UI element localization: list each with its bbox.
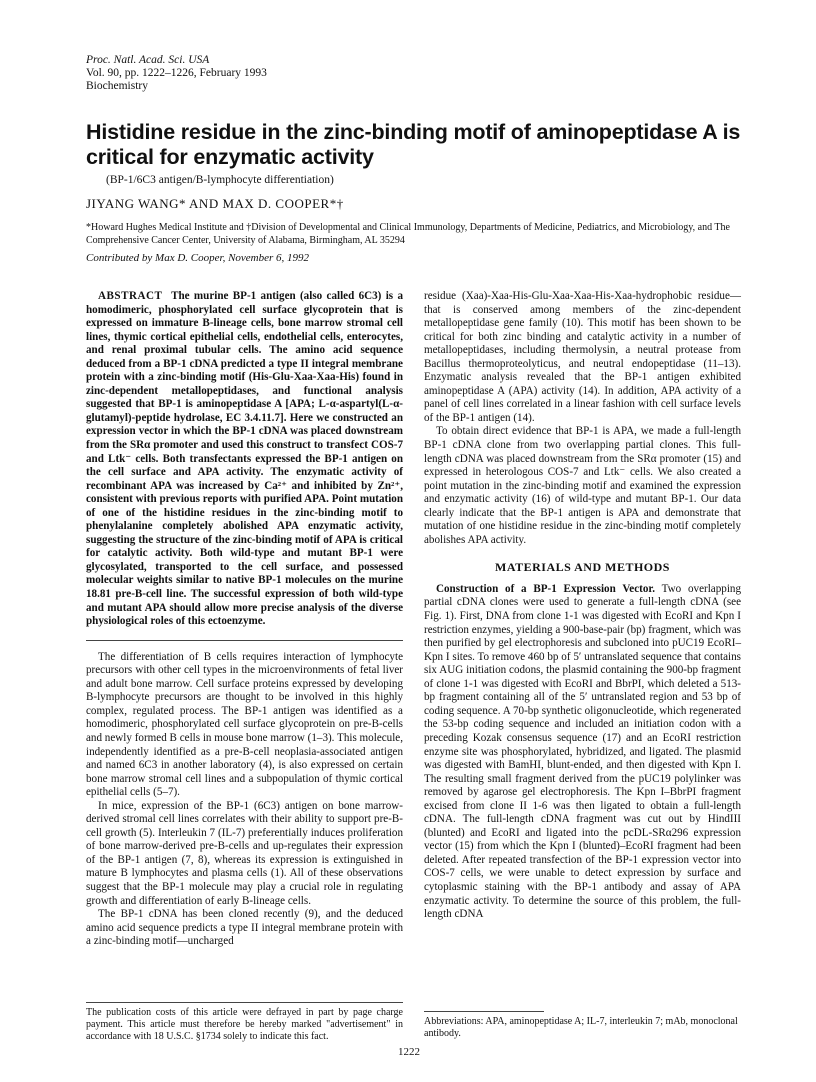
- journal-section: Biochemistry: [86, 80, 148, 92]
- journal-volume: Vol. 90, pp. 1222–1226, February 1993: [86, 67, 267, 79]
- footnote-divider: [86, 1002, 403, 1003]
- paper-title: Histidine residue in the zinc-binding motif of aminopeptidase A is critical for enzymatic activity: [86, 120, 741, 169]
- abstract-divider: [86, 640, 403, 641]
- abstract-label: ABSTRACT: [98, 290, 163, 302]
- affiliation: *Howard Hughes Medical Institute and †Division of Developmental and Clinical Immunology, Departments of Medicine, Pediatrics, and Microbiology, and The Comprehensive Cancer Center, University of Alabama, Birmingham, AL 35294: [86, 222, 730, 246]
- methods-text: Two overlapping partial cDNA clones were used to generate a full-length cDNA (see Fig. 1). First, DNA from clone 1-1 was digested with EcoRI and Kpn I restriction enzymes, yielding a 900-base-pair (bp) fragment, which was then purified by gel electrophoresis and subcloned into pUC19 EcoRI–Kpn I sites. To remove 460 bp of 5′ untranslated sequence that contains six AUG initiation codons, the plasmid containing the 900-bp fragment of clone 1-1 was digested with EcoRI and BbrPI, which deleted a 513-bp fragment containing all of the 5′ untranslated region and 53 bp of coding sequence. A 70-bp synthetic oligonucleotide, which regenerated the 53-bp coding sequence and included an initiation codon with a preceding Kozak consensus sequence (17) and an EcoRI restriction enzyme site was phosphorylated, hybridized, and ligated. The plasmid was digested with BamHI, blunt-ended, and then digested with Kpn I. The resulting small fragment derived from the pUC19 polylinker was removed by agarose gel electrophoresis. The Kpn I–BbrPI fragment excised from clone II 1-6 was then ligated to obtain a full-length cDNA. The full-length cDNA fragment was cut out by HindIII (blunted) and EcoRI and ligated into the pcDL-SRα296 expression vector (15) from which the Kpn I (blunted)–EcoRI fragment had been deleted. After repeated transfection of the BP-1 expression vector into COS-7 cells, we were unable to detect expression by surface and cytoplasmic staining with the BP-1 antibody and assay of APA enzymatic activity. To determine the source of this problem, the full-length cDNA: [424, 582, 741, 921]
- intro-paragraph-5: To obtain direct evidence that BP-1 is APA, we made a full-length BP-1 cDNA clone from two overlapping partial clones. This full-length cDNA was placed downstream from the SRα promoter (15) and expressed in heterologous COS-7 and Ltk⁻ cells. We also created a point mutation in the zinc-binding motif and examined the expression and enzymatic activity (16) of wild-type and mutant BP-1. Our data clearly indicate that the BP-1 antigen is APA and demonstrate that mutation of one histidine residue in the zinc-binding motif completely abolishes APA activity.: [424, 425, 741, 546]
- abbreviations-note: Abbreviations: APA, aminopeptidase A; IL-7, interleukin 7; mAb, monoclonal antibody.: [424, 1016, 738, 1039]
- intro-paragraph-2: In mice, expression of the BP-1 (6C3) antigen on bone marrow-derived stromal cell lines correlates with their ability to support pre-B-cell growth (5). Interleukin 7 (IL-7) preferentially induces proliferation of bone marrow-derived pre-B-cells and up-regulates their expression of the BP-1 antigen (7, 8), whereas its expression is extinguished in mature B lymphocytes and plasma cells (1). All of these observations suggest that the BP-1 molecule may play a crucial role in regulating growth and differentiation of early B-lineage cells.: [86, 799, 403, 907]
- abstract: [86, 290, 403, 629]
- methods-paragraph: [424, 583, 741, 922]
- journal-name: Proc. Natl. Acad. Sci. USA: [86, 54, 210, 66]
- abbreviations-divider: [424, 1011, 544, 1012]
- right-column: [424, 290, 741, 922]
- page-number: 1222: [398, 1046, 420, 1058]
- left-column: [86, 290, 403, 949]
- journal-header: [86, 54, 267, 93]
- methods-heading: MATERIALS AND METHODS: [495, 560, 670, 575]
- publication-cost-note: The publication costs of this article were defrayed in part by page charge payment. This article must therefore be hereby marked "advertisement" in accordance with 18 U.S.C. §1734 solely to indicate this fact.: [86, 1007, 403, 1042]
- authors: JIYANG WANG* AND MAX D. COOPER*†: [86, 196, 344, 211]
- contributed-by: Contributed by Max D. Cooper, November 6, 1992: [86, 252, 310, 264]
- methods-run-in: Construction of a BP-1 Expression Vector.: [436, 582, 656, 595]
- intro-paragraph-3: The BP-1 cDNA has been cloned recently (9), and the deduced amino acid sequence predicts a type II integral membrane protein with a zinc-binding motif—uncharged: [86, 908, 403, 948]
- intro-paragraph-4: residue (Xaa)-Xaa-His-Glu-Xaa-Xaa-His-Xaa-hydrophobic residue—that is conserved among members of the zinc-dependent metallopeptidase gene family (10). This motif has been shown to be critical for both zinc binding and catalytic activity in a number of metallopeptidases, including thermolysin, a neutral protease from Bacillus thermoproteolyticus, and neutral endopeptidase (11–13). Enzymatic analysis revealed that the BP-1 antigen exhibited aminopeptidase A (APA) activity (14). In addition, APA activity of a panel of cell lines correlated in a linear fashion with cell surface levels of the BP-1 antigen (14).: [424, 290, 741, 424]
- intro-paragraph-1: The differentiation of B cells requires interaction of lymphocyte precursors with other cell types in the microenvironments of fetal liver and adult bone marrow. Cell surface proteins expressed by developing B-lymphocyte precursors are thought to be involved in this highly complex, regulated process. The BP-1 antigen was identified as a homodimeric, phosphorylated cell surface glycoprotein on pre-B-cells and newly formed B cells in mouse bone marrow (1–3). This molecule, independently identified as a pre-B-cell neoplasia-associated antigen and named 6C3 in another laboratory (4), is also expressed on certain bone marrow stromal cell lines and a subpopulation of thymic cortical epithelial cells (5–7).: [86, 650, 403, 799]
- abstract-text: The murine BP-1 antigen (also called 6C3) is a homodimeric, phosphorylated cell surface glycoprotein that is expressed on immature B-lineage cells, bone marrow stromal cell lines, thymic cortical epithelial cells, endothelial cells, enterocytes, and renal proximal tubular cells. The amino acid sequence deduced from a BP-1 cDNA predicted a type II integral membrane protein with a zinc-binding motif (His-Glu-Xaa-Xaa-His) found in zinc-dependent metallopeptidases, and functional analysis suggested that BP-1 is aminopeptidase A [APA; L-α-aspartyl(L-α-glutamyl)-peptide hydrolase, EC 3.4.11.7]. Here we constructed an expression vector in which the BP-1 cDNA was placed downstream from the SRα promoter and used this construct to transfect COS-7 and Ltk⁻ cells. Both transfectants expressed the BP-1 antigen on the cell surface and APA activity. The enzymatic activity of recombinant APA was increased by Ca²⁺ and inhibited by Zn²⁺, consistent with previous reports with purified APA. Point mutation of one of the histidine residues in the zinc-binding motif to phenylalanine completely abolished APA enzymatic activity, suggesting the structure of the zinc-binding motif of APA is critical for catalytic activity. Both wild-type and mutant BP-1 were glycosylated, transported to the cell surface, and possessed molecular weights similar to native BP-1 molecules on the murine 18.81 pre-B-cell line. The successful expression of both wild-type and mutant APA should allow more precise analysis of the diverse physiological roles of this ectoenzyme.: [86, 290, 403, 628]
- keywords: (BP-1/6C3 antigen/B-lymphocyte differentiation): [106, 174, 334, 186]
